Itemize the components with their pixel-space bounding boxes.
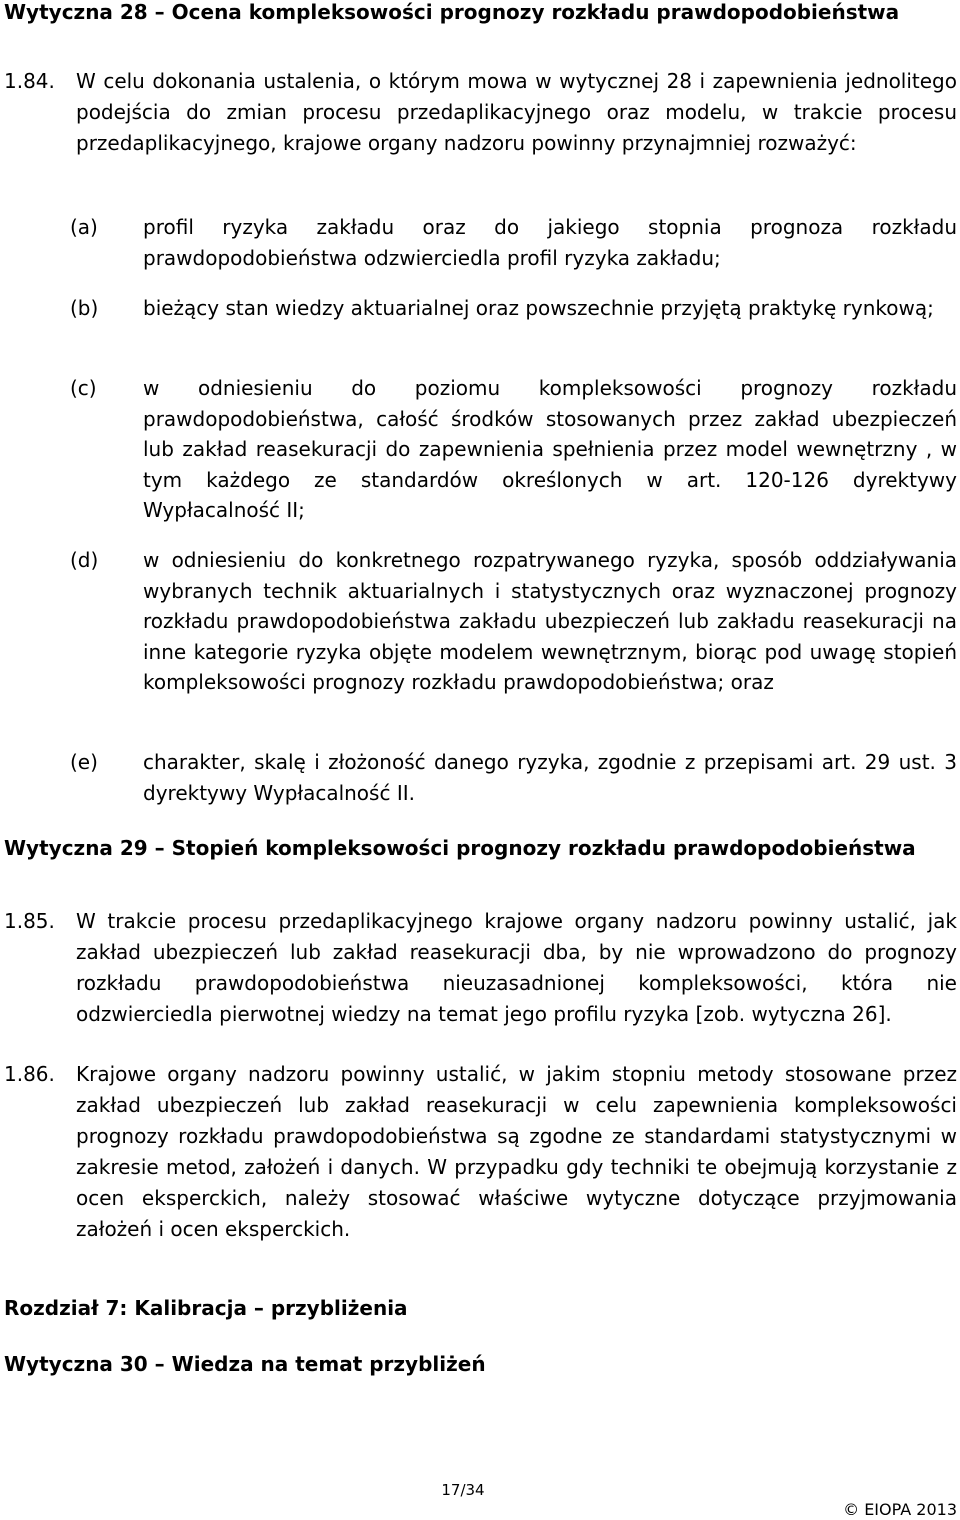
paragraph-1-86-text: Krajowe organy nadzoru powinny ustalić, w jakim stopniu metody stosowane przez zakład ubezpieczeń lub zakład reasekuracji w celu zapewnienia kompleksowości prognozy rozkładu prawdopodobieństwa są zgodne ze standardami statystycznymi w zakresie metod, założeń i danych. W przypadku gdy techniki te obejmują korzystanie z ocen eksperckich, należy stosować właściwe wytyczne dotyczące przyjmowania założeń i ocen eksperckich. — [76, 1062, 957, 1241]
page-number: 17/34 — [441, 1481, 485, 1499]
paragraph-1-85-text: W trakcie procesu przedaplikacyjnego krajowe organy nadzoru powinny ustalić, jak zakład ubezpieczeń lub zakład reasekuracji dba, by nie wprowadzono do prognozy rozkładu prawdopodobieństwa nieuzasadnionej kompleksowości, która nie odzwierciedla pierwotnej wiedzy na temat jego profilu ryzyka [zob. wytyczna 26]. — [76, 909, 957, 1026]
copyright-notice: © EIOPA 2013 — [843, 1500, 957, 1519]
list-item-label-e: (e) — [70, 750, 98, 774]
list-item-a-text: profil ryzyka zakładu oraz do jakiego stopnia prognoza rozkładu prawdopodobieństwa odzwierciedla profil ryzyka zakładu; — [143, 215, 957, 270]
guideline-29-heading: Wytyczna 29 – Stopień kompleksowości prognozy rozkładu prawdopodobieństwa — [4, 836, 916, 860]
list-item-c-text: w odniesieniu do poziomu kompleksowości prognozy rozkładu prawdopodobieństwa, całość środków stosowanych przez zakład ubezpieczeń lub zakład reasekuracji do zapewnienia spełnienia przez model wewnętrzny , w tym każdego ze standardów określonych w art. 120-126 dyrektywy Wypłacalność II; — [143, 376, 957, 522]
list-item-e-text: charakter, skalę i złożoność danego ryzyka, zgodnie z przepisami art. 29 ust. 3 dyrektywy Wypłacalność II. — [143, 750, 957, 805]
list-item-label-c: (c) — [70, 376, 97, 400]
paragraph-number-1-85: 1.85. — [4, 909, 55, 933]
list-item-label-a: (a) — [70, 215, 98, 239]
paragraph-number-1-84: 1.84. — [4, 69, 55, 93]
guideline-28-heading: Wytyczna 28 – Ocena kompleksowości prognozy rozkładu prawdopodobieństwa — [4, 0, 900, 24]
list-item-label-d: (d) — [70, 548, 99, 572]
guideline-30-heading: Wytyczna 30 – Wiedza na temat przybliżeń — [4, 1352, 486, 1376]
paragraph-1-84-text: W celu dokonania ustalenia, o którym mowa w wytycznej 28 i zapewnienia jednolitego podejścia do zmian procesu przedaplikacyjnego oraz modelu, w trakcie procesu przedaplikacyjnego, krajowe organy nadzoru powinny przynajmniej rozważyć: — [76, 69, 957, 155]
list-item-label-b: (b) — [70, 296, 99, 320]
list-item-b-text: bieżący stan wiedzy aktuarialnej oraz powszechnie przyjętą praktykę rynkową; — [143, 296, 934, 320]
paragraph-number-1-86: 1.86. — [4, 1062, 55, 1086]
chapter-7-heading: Rozdział 7: Kalibracja – przybliżenia — [4, 1296, 408, 1320]
list-item-d-text: w odniesieniu do konkretnego rozpatrywanego ryzyka, sposób oddziaływania wybranych technik aktuarialnych i statystycznych oraz wyznaczonej prognozy rozkładu prawdopodobieństwa zakładu ubezpieczeń lub zakładu reasekuracji na inne kategorie ryzyka objęte modelem wewnętrznym, biorąc pod uwagę stopień kompleksowości prognozy rozkładu prawdopodobieństwa; oraz — [143, 548, 957, 694]
